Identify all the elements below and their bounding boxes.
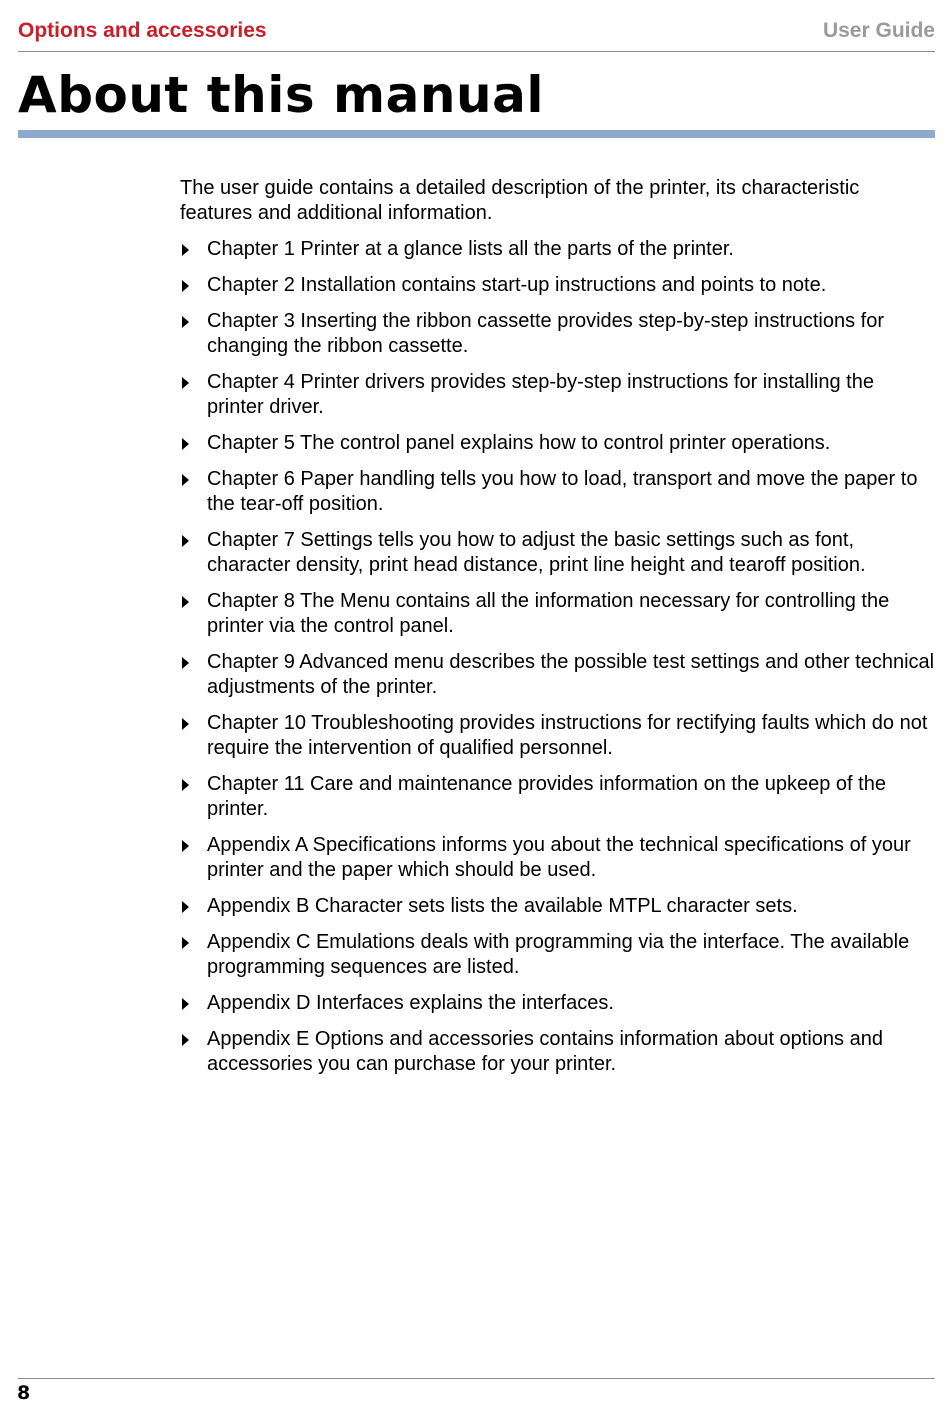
list-item [180,467,935,517]
list-item-text: Chapter 11 Care and maintenance provides information on the upkeep of the printer. [207,773,886,820]
list-item [180,772,935,822]
intro-paragraph: The user guide contains a detailed description of the printer, its characteristic features and additional information. [180,177,860,224]
triangle-bullet-icon [182,316,189,328]
list-item [180,1027,935,1077]
list-item-text: Chapter 1 Printer at a glance lists all the parts of the printer. [207,238,734,260]
header-document-title: User Guide [822,19,935,42]
triangle-bullet-icon [182,657,189,669]
list-item-text: Appendix E Options and accessories contains information about options and accessories you can purchase for your printer. [207,1028,883,1075]
triangle-bullet-icon [182,1034,189,1046]
list-item-text: Chapter 2 Installation contains start-up instructions and points to note. [207,274,827,296]
list-item [180,650,935,700]
page-title: About this manual [18,66,544,124]
chapter-list [180,237,935,1077]
triangle-bullet-icon [182,901,189,913]
list-item-text: Chapter 4 Printer drivers provides step-by-step instructions for installing the printer driver. [207,371,874,418]
list-item [180,711,935,761]
page-number: 8 [17,1382,31,1404]
triangle-bullet-icon [182,280,189,292]
title-rule [18,130,935,138]
triangle-bullet-icon [182,937,189,949]
list-item-text: Chapter 7 Settings tells you how to adjust the basic settings such as font, character density, print head distance, print line height and tearoff position. [207,529,866,576]
list-item-text: Chapter 3 Inserting the ribbon cassette provides step-by-step instructions for changing the ribbon cassette. [207,310,885,357]
list-item-text: Chapter 9 Advanced menu describes the possible test settings and other technical adjustments of the printer. [207,651,935,698]
list-item-text: Chapter 6 Paper handling tells you how to load, transport and move the paper to the tear-off position. [207,468,918,515]
list-item [180,431,935,456]
triangle-bullet-icon [182,998,189,1010]
list-item-text: Appendix A Specifications informs you about the technical specifications of your printer and the paper which should be used. [207,834,911,881]
triangle-bullet-icon [182,244,189,256]
list-item-text: Chapter 5 The control panel explains how to control printer operations. [207,432,831,454]
list-item [180,528,935,578]
list-item [180,991,935,1016]
list-item [180,309,935,359]
page-header [18,18,935,52]
triangle-bullet-icon [182,535,189,547]
list-item [180,894,935,919]
triangle-bullet-icon [182,718,189,730]
list-item [180,273,935,298]
list-item-text: Appendix C Emulations deals with programming via the interface. The available programming sequences are listed. [207,931,910,978]
list-item [180,833,935,883]
list-item-text: Appendix D Interfaces explains the interfaces. [207,992,614,1014]
footer-rule [18,1378,935,1379]
triangle-bullet-icon [182,474,189,486]
triangle-bullet-icon [182,779,189,791]
list-item [180,237,935,262]
list-item-text: Chapter 8 The Menu contains all the information necessary for controlling the printer via the control panel. [207,590,890,637]
list-item [180,930,935,980]
list-item-text: Appendix B Character sets lists the available MTPL character sets. [207,895,798,917]
header-section-title: Options and accessories [18,19,267,42]
triangle-bullet-icon [182,840,189,852]
list-item [180,370,935,420]
triangle-bullet-icon [182,377,189,389]
list-item [180,589,935,639]
triangle-bullet-icon [182,596,189,608]
main-content [180,176,935,1088]
triangle-bullet-icon [182,438,189,450]
list-item-text: Chapter 10 Troubleshooting provides instructions for rectifying faults which do not require the intervention of qualified personnel. [207,712,928,759]
